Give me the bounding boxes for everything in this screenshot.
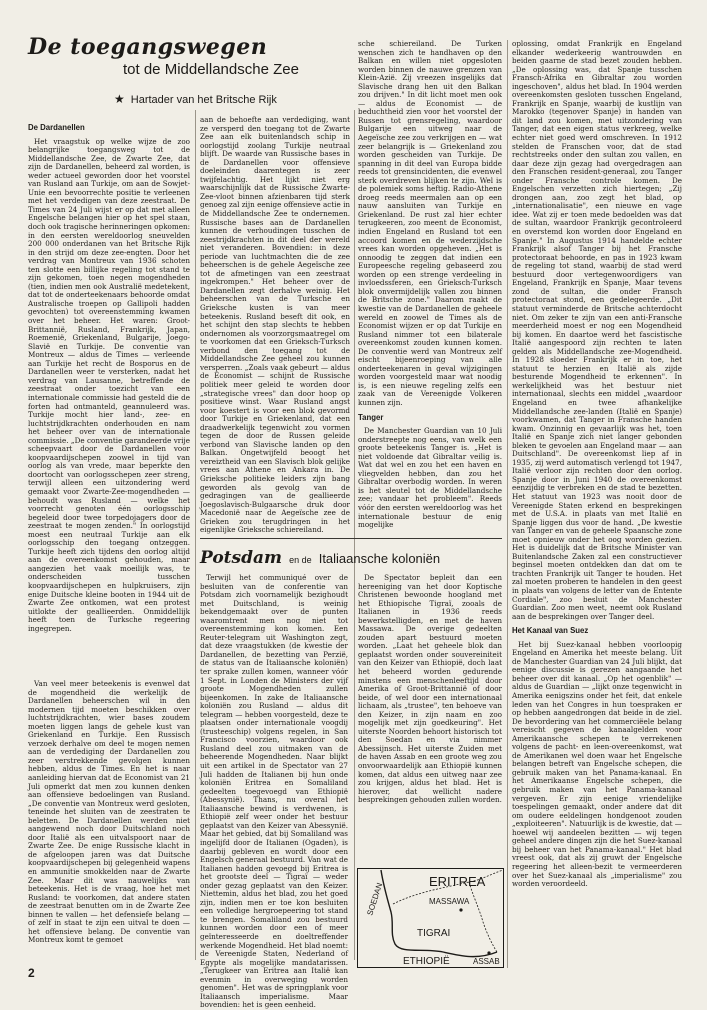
map-label-ethiopie: ETHIOPIË (403, 956, 450, 967)
column-divider (507, 40, 508, 968)
eritrea-ethiopia-map (357, 868, 504, 968)
paragraph: Terwijl het communiqué over de besluiten van de conferentie van Potsdam zich voornamelijk bezighoudt met Duitschland, is weinig bekendgemaakt over de punten waaromtrent men nog niet tot overeenstemming kon komen. Een Reuter-telegram uit Washington zegt, dat deze vraagstukken (de kwestie der Dardanellen, de bezetting van Perzië, de status van de Italiaansche koloniën) ter sprake zullen komen, wanneer vóór 1 Sept. in Londen de Ministers der vijf groote Mogendheden zullen bijeenkomen. In zake de Italiaansche koloniën zou Rusland — aldus dit telegram — hebben voorgesteld, deze te plaatsen onder internationale voogdij (trusteeschip) volgens regelen, in San Francisco voorzien, waardoor ook Rusland deel zou uitmaken van de beheerende Mogendheden. Naar blijkt uit een artikel in de Spectator van 27 Juli hadden de Italianen bij hun onde koloniën Eritrea en Somaliland gedeelten toegevoegd van Ethiopië (Abessynië). Thans, nu overal het Italiaansche bewind is verdwenen, is Ethiopië zelf weer onder het bestuur geplaatst van den Keizer van Abessynië. Maar het gebied, dat bij Somaliland was ingelijfd door de Italianen (Ogaden), is daarbij gebleven en wordt door een Engelsch generaal bestuurd. Van wat de Italianen hadden gevoegd bij Eritrea is het grootste deel — Tigraï — weder onder gezag geplaatst van den Keizer. Niettemin, aldus het blad, zou het goed zijn, indien men er toe kon besluiten een volledige hergroepeering tot stand te brengen. Somaliland zou bestuurd kunnen worden door een of meer geïnteresseerde en doeltreffender werkende Mogendheid. Het blad noemt: de Vereenigde Staten, Nederland of Egypte als mogelijke mandatarissen. „Terugkeer van Eritrea aan Italië kan evenmin in overweging worden genomen". Het was de springplank voor Italiaansch imperialisme. Maar bovendien: het is geen eenheid. (200, 573, 348, 1010)
map-label-soedan: SOEDAN (365, 881, 385, 917)
column-1-continued (28, 680, 190, 960)
assab-dot (487, 951, 490, 954)
paragraph: oplossing, omdat Frankrijk en Engeland elkander wederkeerig wantrouwden en beiden gaarne de stad bezet zouden hebben. „De oplossing was, dat Spanje tusschen Fransch-Afrika en Gibraltar zou worden ingeschoven", aldus het blad. In 1904 werden overeenkomsten gesloten tusschen Engeland, Frankrijk en Spanje, waarbij de kustlijn van Marokko (tegenover Spanje) in handen van dit land zou komen, met uitzondering van Tanger, dat een eigen status verkreeg, welke echter niet goed werd omschreven. In 1912 stelden de Franschen voor, dat de stad rechtstreeks onder den sultan zou vallen, en daar deze zijn gezag had overgedragen aan den Franschen resident-generaal, zou Tanger onder Fransche controle komen. De Engelschen verzetten zich hiertegen; „Zij drongen aan, zoo zegt het blad, op „internationalisatie", een nieuwe en vage idee. Wat zij er toen mede bedoelden was dat de sultan, waardoor Frankrijk gecontroleerd en overstemd kon worden door Engeland en Spanje." In Augustus 1914 handelde echter Frankrijk alsof Tanger bij het Fransche protectoraat behoorde, en pas in 1923 kwam de regeling tot stand, waarbij de stad werd bestuurd door vertegenwoordigers van Engeland, Frankrijk en Spanje, Maar tevens zond de sultan, die onder Fransch protectoraat stond, een gedelegeerde. „Dit statuut verminderde de Britsche achterdocht niet. Om zeker te zijn van een anti-Fransche meerderheid moest er nog een Mogendheid bij komen. En daartoe werd het fascistische Italië aangespoord zijn rechten te laten gelden als Middellandsche zee-Mogendheid. In 1928 sloeder Frankrijk er in toe, het statuut te herzien en Italië als zijde besturende Mogendheid te erkennen". In werkelijkheid was het bestuur niet internationaal, slechts een middel „waardoor Engeland en twee afhankelijke Middellandsche zee-landen (Italië en Spanje) voorkwamen, dat Tanger in Fransche handen kwam. Onzinnig en gevaarlijk was het, toen Italië en Spanje zich niet langer gebonden bleken te gevoelen aan Engeland maar — aan Duitschland". De overeenkomst liep af in 1935, zij werd automatisch verlengd tot 1947, Italië verloor zijn rechten door den oorlog. Spanje door in Juni 1940 de overeenkomst eenzijdig te verbreken en de stad te bezetten. Het statuut van 1923 was nooit door de Vereenigde Staten erkend en besprekingen met de U.S.A. in plaats van met Italië en Spanje liggen dus voor de hand. „De kwestie van Tanger en van de geheele Spaansche zone moet opnieuw onder het oog worden gezien. Het is duidelijk dat de Britsche Minister van Buitenlandsche Zaken zal een constructiever beginsel moeten ontdekken dan dat om te trachten Frankrijk uit Tanger te houden. Het zal moeten proberen te handelen in den geest in plaats van volgens de letter van de Entente Cordiale", zoo besluit de Manchester Guardian. Zoo men weet, neemt ook Rusland aan de besprekingen over Tanger deel. (512, 39, 682, 621)
paragraph: aan de behoefte aan verdediging, want ze versperd den toegang tot de Zwarte Zee aan elk buitenlandsch schip in oorlogstijd zoolang Turkije neutraal blijft. De waarde van Russische bases in de Dardanellen voor offensieve doeleinden daarentegen is zeer twijfelachtig. Het lijkt niet erg waarschijnlijk dat de Russische Zwarte-Zee-vloot binnen afzienbaren tijd sterk genoeg zal zijn eenige offensieve actie in de Middellandsche Zee te ondernemen. Russische bases aan de Dardanellen kunnen de verhoudingen tusschen de zeestrijdkrachten in dit deel der wereld niet veranderen. Bovendien: in deze periode van luchtmachten die de zee beheerschen is de gehele Aegeïsche zee tot de afmetingen van een zeestraat ingekrompen." Het beheer over de Dardanellen zegt derhalve weinig. Het beheerschen van de Turksche en Grieksche kusten is van meer beteekenis. Rusland beseft dit ook, en het schijnt den stap slechts te hebben ondernomen als voorzorgsmaatregel om te voorkomen dat een Grieksch-Turksch verbond den toegang tot de Middellandsche Zee geheel zou kunnen versperren. „Zoals vaak gebeurt — aldus de Economist — schijnt de Russische politiek meer geleid te worden door „strategische vrees" dan door hoop op positieve winst. Waar Rusland angst voor koestert is voor een blok gevormd door Turkije en Griekenland, dat een draadwerkelijk tegenwicht zou vormen tegen de door de Russen geleide verbond van Slavische landen op den Balkan. Ongetwijfeld beoogt het vereiztheid van een Slavisch blok gelijke vrees aan Athene en Ankara in. De Grieksche politieke leiders zijn bang geworden als gevolg van de gedragingen van de geallieerde Joegoslavisch-Bulgaarsche druk door Macedonië naar de Aegeïsche zee de Grieken zou terugdringen in het eigenlijke Grieksche schiereiland. (200, 115, 350, 535)
paragraph: De Spectator bepleit dan een hereeniging van het door Koptische Christenen bewoonde hoogland met het Ethiopische Tigraï, zooals de Italianen in 1936 reeds bewerkstelligden, en met de haven Massawa. De overige gedeelten zouden apart bestuurd moeten worden. „Laat het geheele blok dan geplaatst worden onder souvereiniteit van den Keizer van Ethiopië, doch laat het beheerd worden gedurende minstens een menschenleeftijd door Amerika of Groot-Brittannië of door beide, of wel door een internationaal lichaam, als „trustee", ten behoeve van den Keizer, in zijn naam en zoo mogelijk met zijn goedkeuring". Het uiterste Noorden behoort historisch tot den Soedan en via nimmer Abessijnsch. Het uiterste Zuiden met de haven Assab en een groote weg zou onvoorwaardelijk aan Ethiopië kunnen komen, dat aldus een uitweg naar zee zou krijgen, aldus het blad. Het is hierover, dat wellicht nadere besprekingen gehouden zullen worden. (358, 573, 502, 805)
article-masthead (28, 34, 348, 106)
potsdam-column-1 (200, 573, 348, 1010)
article-kicker (114, 92, 348, 106)
potsdam-column-2 (358, 574, 502, 864)
paragraph: Het vraagstuk op welke wijze de zoo belangrijke toegangsweg tot de Middellandsche Zee, de Zwarte Zee, dat zijn de Dardanellen, beheerd zal worden, is weder actueel geworden door het voorstel van Rusland aan Turkije, om aan de Sowjet-Unie een bevoorrechte positie te verleenen met het verdedigen van deze zeestraat. De Times van 24 Juli wijst er op dat met alleen Engelsche belangen hier op het spel staan, doch ook tragische herinneringen opkomen: in den eersten wereldoorlog sneuvelden 200 000 onderdanen van het Britsche Rijk in den strijd om deze zee-engten. Door het verdrag van Montreux van 1936 schoten ten slotte een billijke regeling tot stand te zijn gekomen, toen negen mogendheden (tien, indien men ook Australië medetekent, dat tot de onderteekenaars behoorde omdat Australische troepen op Gallipoli hadden gevochten) tot overeenstemming kwamen over het beheer. Het waren: Groot-Brittannië, Rusland, Frankrijk, Japan, Roemenië, Griekenland, Bulgarije, Joego-Slavië en Turkije. De conventie van Montreux — aldus de Times — verleende aan Turkije het recht de Bosporus en de Dardanellen weer te versterken, nadat het verdrag van Lausanne, betreffende de zeestraat onder toezicht van een internationale commissie had gesteld die de forten had ontmanteld, geannuleerd was. Turkije mocht hier land-, zee- en luchtstrijdkrachten onderhouden en nam het beheer over van de internationale commissie. „De conventie garandeerde vrije scheepvaart door de Dardanellen voor koopvaardijschepen zoowel in tijd van oorlog als van vrede, maar beperkte den doortocht van oorlogsschepen zeer streng, terwijl alleen een uitzondering werd gemaakt voor Zwarte-Zee-mogendheden — behoudt was Rusland — welke het voorrecht genoten één oorlogsschip begeleid door twee torpedojagers door de zeestraat te mogen zenden." In oorlogstijd moest een neutraal Turkije aan elk oorlogsschip den toegang ontzeggen. Turkije heeft zich tijdens den oorlog altijd aan de overeenkomst gehouden, maar aangezien het vaak moeilijk was, te onderscheiden tusschen koopvaardijschepen en hulpkruisers, zijn enige Duitsche kleine booten in 1944 uit de Zwarte Zee ontkomen, wat een protest uitlokte der geallieerden. Onmiddellijk heeft toen de Turksche regeering ingegrepen. (28, 136, 190, 633)
section-heading-suez: Het Kanaal van Suez (512, 626, 589, 636)
section-heading-dardanellen: De Dardanellen (28, 123, 85, 132)
column-divider (354, 110, 355, 960)
paragraph: sche schiereiland. De Turken wenschen zich te handhaven op den Balkan en willen niet opgesloten worden binnen de nauwe grenzen van Klein-Azië. Zij vreezen insgelijks dat Slavische drang hen uit den Balkan zou drijven." In dit licht moet men ook — aldus de Economist — de beduchtheid zien voor het voorstel der Russen tot grensregeling, waardoor Bulgarije een uitweg naar de Aegeïsche zee zou verkrijgen en — wat zeer belangrijk is — Griekenland zou worden gescheiden van Turkije. De spanning in dit deel van Europa bidde reeds tot grensincidenten, die evenwel sterk overdreven blijken te zijn. Wel is de polemiek soms heftig. Radio-Athene droeg reeds meermalen aan op een nauw aansluiten van Turkije en Griekenland. De rust zal hier echter terugkeeren, zoo meent de Economist, indien Engeland en Rusland tot een accoord komen en de wederzijdsche vrees kan worden opgeheven. „Het is onnoodig te zeggen dat indien een Europeesche regeling gebaseerd zou worden op een strenge verdeeling in invloedssferen, een Grieksch-Turksch blok onvermijdelijk vallen zou binnen de Britsche zone." Daarom raakt de kwestie van de Dardanellen de geheele wereld en zoowel de Times als de Economist wijzen er op dat Turkije en Rusland nimmer tot een bilaterale overeenkomst zouden kunnen komen. De conventie werd van Montreux zelf eischt bijeenroeping van alle onderteekenaren in geval wijzigingen worden voorgesteld maar wat noodig is, is een nieuwe regeling zelfs een zaak van de Vereenigde Volkeren kunnen zijn. (358, 39, 502, 407)
paragraph: Van veel meer beteekenis is evenwel dat de mogendheid die werkelijk de Dardanellen beheerschen wil in den modernen tijd moeten beschikken over luchtstrijdkrachten, wier bases zoudem moeten liggen langs de gehele kust van Griekenland en Turkije. Een Russisch verzoek derhalve om deel te mogen nemen aan de verdediging der Dardanellen zou zeer verstrekkende gevolgen kunnen hebben, aldus de Times. En het is naar aanleiding hiervan dat de Economist van 21 Juli opmerkt dat men zou kunnen denken aan offensieve bedoelingen van Rusland. „De conventie van Montreux werd gesloten, teneinde het sluiten van de zeestraten te beletten. De Dardanellen werden niet aangewend noch door Duitschland noch door Italië als een uitvalspoort naar de Zwarte Zee. De enige Russische klacht in de afgeloopen jaren was dat Duitsche koopvaardijschepen bij gelegenheid wapens en ammunitie smokkelden naar de Zwarte Zee. Maar dit was nauwelijks van beteekenis. Het is de vraag, hoe het met Rusland: te voorkomen, dat andere staten de zeestraat benutten om in de Zwarte Zee binnen te vallen — het defensiefe belang — of zelf in staat te zijn een uitval te doen — het offensieve belang. De conventie van Montreux komt te gemoet (28, 679, 190, 945)
column-3 (358, 40, 502, 534)
potsdam-headline-rest: Italiaansche koloniën (318, 551, 441, 566)
article-title: De toegangswegen (28, 34, 268, 60)
column-1 (28, 118, 190, 686)
article-subtitle: tot de Middellandsche Zee (123, 61, 299, 78)
section-heading-tanger: Tanger (358, 412, 384, 422)
massawa-dot (459, 908, 462, 911)
star-icon: ★ (114, 92, 125, 106)
section-rule (200, 538, 502, 539)
column-4 (512, 40, 682, 968)
column-divider (195, 110, 196, 960)
map-label-tigrai: TIGRAI (417, 928, 451, 939)
map-label-assab: ASSAB (473, 957, 500, 966)
potsdam-headline-main: Potsdam (200, 548, 282, 568)
map-label-eritrea: ERITREA (429, 874, 486, 889)
potsdam-headline-connector: en de (289, 555, 312, 565)
map-label-massawa: MASSAWA (429, 897, 470, 906)
page-number: 2 (28, 966, 35, 980)
kicker-text: Hartader van het Britsche Rijk (130, 94, 277, 106)
column-2 (200, 116, 350, 534)
potsdam-headline (200, 548, 505, 568)
paragraph: De Manchester Guardian van 10 Juli onderstreepte nog eens, van welk een groote beteekenis Tanger is. „Het is niet voldoende dat Gibraltar veilig is. Wat dat wel en zou het een haven en vliegvelden hebben, dan zou het Gibraltar overbodig worden. In weren is het sleutel tot de Middellandsche zee; vandaar het probleem". Reeds vóór den eersten wereldoorlog was het internationale bestuur de enig mogelijke (358, 426, 502, 530)
paragraph: Het bij Suez-kanaal hebben voorloopig Engeland en Amerika het meeste belang. Uit de Manchester Guardian van 24 Juli blijkt, dat eenige discussie is gerezen aangaande het beheer over dit kanaal. „Op het ogenblik" — aldus de Guardian — „lijkt onze tegenwicht in Amerika eenigszins onder het feit, dat enkele leden van het Congres in hun toespraken er op hebben aangedrongen dat beide in de ziel. De bevordering van het commerciëele belang vereischt gegeven de kanaalgelden voor Amerikaansche schepen te verrekenen volgens de pacht- en leen-overeenkomst, wat de Amerikanen wel doen waar het Engelsche belangen betreft van Engelsche schepen, die gebruik maken van het Panama-kanaal. En het Amerikaanse Engelsche schepen, die gebruik maken van het Panama-kanaal vergeven. Er zijn eenige vriendelijke toespelingen gemaakt, onder andere dat dit om oudere eeldelingen hondgenoot zouden „exploiteeren". Natuurlijk is de kwestie, dat — hoewel wij aandeelen bezitten — wij tegen geheel andere dingen zijn die het Suez-kanaal bij beheer van het Panama-kanaal." Het blad vreest ook, dat als zij gruwt der Engelsche regeering het alleen-bezit te vermeerderen over het Suez-kanaal als „imperialisme" zou worden veroordeeld. (512, 639, 682, 889)
